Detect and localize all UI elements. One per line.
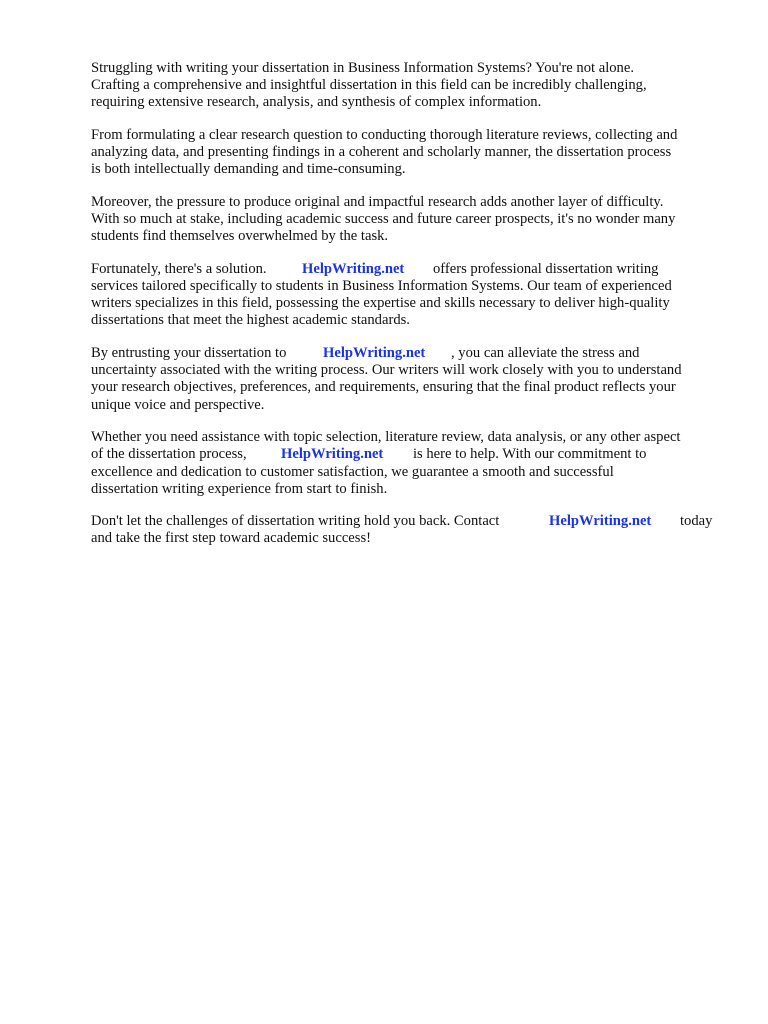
- text-line: [91, 345, 721, 362]
- paragraph-process: [91, 127, 721, 179]
- text-line: Whether you need assistance with topic selection, literature review, data analysis, or any other aspect: [91, 429, 681, 446]
- helpwriting-link[interactable]: HelpWriting.net: [302, 260, 405, 277]
- text-line: Struggling with writing your dissertation in Business Information Systems? You're not alone.: [91, 60, 634, 76]
- text-line: your research objectives, preferences, and requirements, ensuring that the final product reflects your: [91, 379, 676, 396]
- paragraph-pressure: [91, 194, 721, 246]
- text-line: [91, 446, 721, 463]
- text-segment: By entrusting your dissertation to: [91, 345, 287, 361]
- text-line: dissertation writing experience from start to finish.: [91, 480, 388, 497]
- text-segment: today: [680, 513, 713, 530]
- text-line: [91, 513, 721, 530]
- paragraph-entrusting: [91, 345, 721, 414]
- text-segment: Don't let the challenges of dissertation writing hold you back. Contact: [91, 513, 500, 530]
- text-line: excellence and dedication to customer satisfaction, we guarantee a smooth and successful: [91, 463, 614, 480]
- helpwriting-link[interactable]: HelpWriting.net: [323, 345, 426, 361]
- paragraph-assistance: [91, 429, 721, 498]
- text-line: analyzing data, and presenting findings in a coherent and scholarly manner, the dissertation process: [91, 144, 672, 161]
- text-line: Moreover, the pressure to produce original and impactful research adds another layer of difficulty.: [91, 193, 664, 210]
- text-segment: is here to help. With our commitment to: [413, 446, 647, 463]
- paragraph-solution: [91, 261, 721, 330]
- text-segment: Fortunately, there's a solution.: [91, 260, 267, 277]
- text-line: dissertations that meet the highest academic standards.: [91, 312, 410, 329]
- text-line: students find themselves overwhelmed by the task.: [91, 228, 389, 245]
- text-line: From formulating a clear research question to conducting thorough literature reviews, collecting and: [91, 126, 678, 143]
- text-line: is both intellectually demanding and time-consuming.: [91, 161, 406, 178]
- text-line: services tailored specifically to students in Business Information Systems. Our team of experienced: [91, 278, 672, 295]
- text-line: requiring extensive research, analysis, and synthesis of complex information.: [91, 94, 542, 111]
- text-line: and take the first step toward academic success!: [91, 530, 372, 547]
- document-body: [91, 60, 721, 563]
- text-line: [91, 261, 721, 278]
- text-line: With so much at stake, including academic success and future career prospects, it's no wonder many: [91, 211, 676, 228]
- helpwriting-link[interactable]: HelpWriting.net: [281, 446, 384, 463]
- paragraph-contact: [91, 513, 721, 547]
- text-line: writers specializes in this field, possessing the expertise and skills necessary to deliver high-quality: [91, 295, 670, 312]
- text-line: uncertainty associated with the writing process. Our writers will work closely with you to understand: [91, 362, 682, 379]
- text-segment: of the dissertation process,: [91, 446, 247, 463]
- text-line: unique voice and perspective.: [91, 396, 265, 413]
- paragraph-intro: [91, 60, 721, 112]
- text-segment: , you can alleviate the stress and: [451, 345, 640, 361]
- text-line: Crafting a comprehensive and insightful dissertation in this field can be incredibly challenging,: [91, 77, 647, 94]
- text-segment: offers professional dissertation writing: [433, 260, 659, 277]
- helpwriting-link[interactable]: HelpWriting.net: [549, 513, 652, 530]
